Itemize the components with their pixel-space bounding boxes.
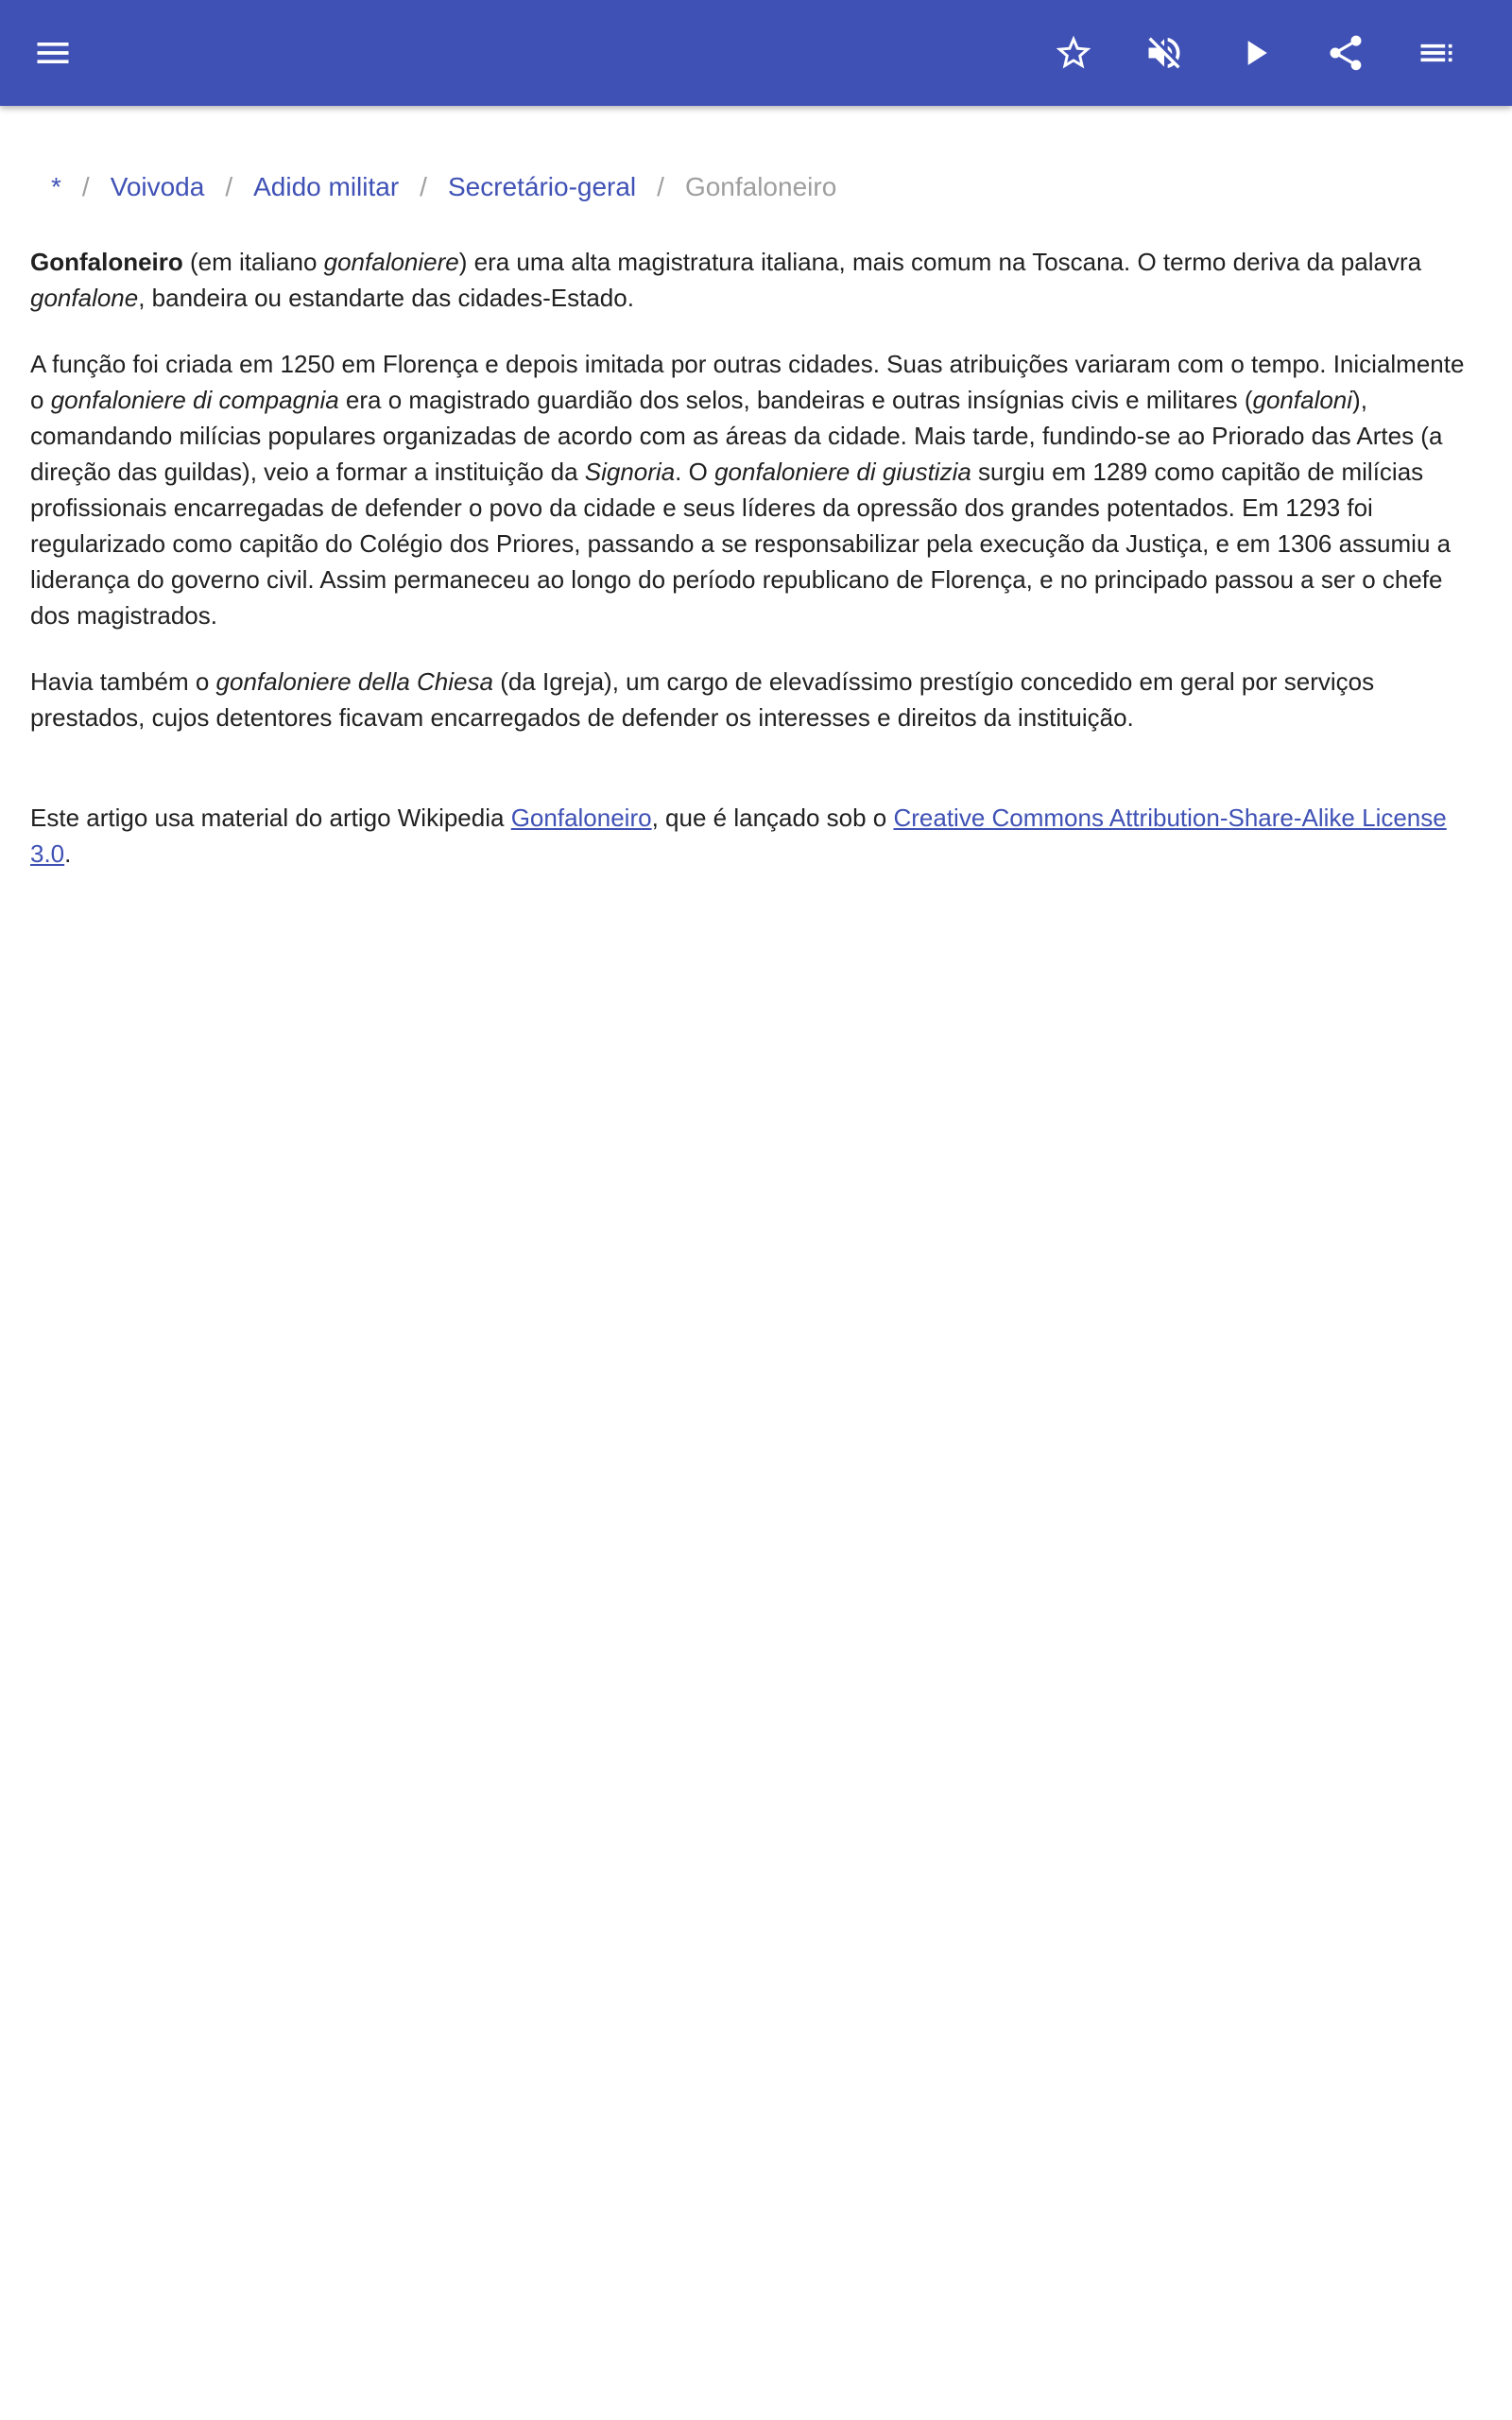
breadcrumb-separator: /	[81, 172, 90, 201]
italic-term: gonfalone	[30, 284, 139, 312]
attribution	[30, 800, 1482, 872]
text-run: ) era uma alta magistratura italiana, mais comum na Toscana. O termo deriva da palavra	[458, 248, 1422, 276]
italic-term: gonfaloniere di giustizia	[714, 458, 971, 486]
breadcrumb-item-secretario-geral[interactable]: Secretário-geral	[447, 172, 637, 201]
breadcrumb-separator: /	[657, 172, 664, 201]
article-paragraph-2	[30, 346, 1482, 633]
article-paragraph-3	[30, 664, 1482, 735]
play-button[interactable]	[1221, 19, 1289, 87]
breadcrumb-separator: /	[420, 172, 427, 201]
app-bar	[0, 0, 1512, 106]
favorite-button[interactable]	[1040, 19, 1108, 87]
breadcrumb-item-adido-militar[interactable]: Adido militar	[253, 172, 400, 201]
breadcrumb	[30, 159, 1482, 216]
text-run: (da Igreja), um cargo de elevadíssimo prestígio concedido em geral por serviços prestados, cujos detentores ficavam encarregados de defender os interesses e direitos da instituição.	[30, 667, 1375, 732]
text-run: (em italiano	[182, 248, 324, 276]
volume-off-icon	[1143, 32, 1185, 74]
text-run: A função foi criada em 1250 em Florença e depois imitada por outras cidades. Suas atribuições variaram com o tempo. Inicialmente o	[30, 350, 1465, 414]
text-run: , bandeira ou estandarte das cidades-Estado.	[138, 284, 634, 312]
text-run: Havia também o	[30, 667, 216, 696]
text-run: surgiu em 1289 como capitão de milícias profissionais encarregadas de defender o povo da cidade e seus líderes da opressão dos grandes potentados. Em 1293 foi regularizado como capitão do Colégio dos Priores, passando a se responsabilizar pela execução da Justiça, e em 1306 assumiu a liderança do governo civil. Assim permaneceu ao longo do período republicano de Florença, e no principado passou a ser o chefe dos magistrados.	[30, 458, 1452, 630]
italic-term: gonfaloni	[1252, 386, 1353, 414]
menu-icon	[32, 32, 74, 74]
article-paragraph-1	[30, 244, 1482, 316]
text-run: era o magistrado guardião dos selos, bandeiras e outras insígnias civis e militares (	[338, 386, 1253, 414]
italic-term: gonfaloniere della Chiesa	[215, 667, 493, 696]
license-link[interactable]: Creative Commons Attribution-Share-Alike License 3.0	[30, 804, 1447, 868]
text-run: .	[64, 839, 72, 868]
table-of-contents-button[interactable]	[1402, 19, 1470, 87]
italic-term: Signoria	[584, 458, 676, 486]
text-run: , que é lançado sob o	[651, 804, 894, 832]
breadcrumb-item-voivoda[interactable]: Voivoda	[110, 172, 205, 201]
mute-button[interactable]	[1130, 19, 1198, 87]
italic-term: gonfaloniere di compagnia	[50, 386, 339, 414]
text-run: . O	[675, 458, 715, 486]
article-content	[30, 159, 1482, 902]
breadcrumb-separator: /	[225, 172, 233, 201]
text-run: ), comandando milícias populares organizadas de acordo com as áreas da cidade. Mais tarde, fundindo-se ao Priorado das Artes (a direção das guildas), veio a formar a instituição da	[30, 386, 1443, 486]
share-button[interactable]	[1312, 19, 1380, 87]
share-icon	[1325, 32, 1366, 74]
wikipedia-article-link[interactable]: Gonfaloneiro	[510, 804, 652, 832]
play-icon	[1234, 32, 1276, 74]
article-term: Gonfaloneiro	[30, 248, 183, 276]
text-run: Este artigo usa material do artigo Wikipedia	[30, 804, 511, 832]
breadcrumb-current: Gonfaloneiro	[684, 172, 837, 201]
menu-button[interactable]	[19, 19, 87, 87]
breadcrumb-item-root[interactable]: *	[51, 172, 61, 201]
playlist-icon	[1416, 32, 1457, 74]
star-outline-icon	[1053, 32, 1094, 74]
italic-term: gonfaloniere	[323, 248, 459, 276]
